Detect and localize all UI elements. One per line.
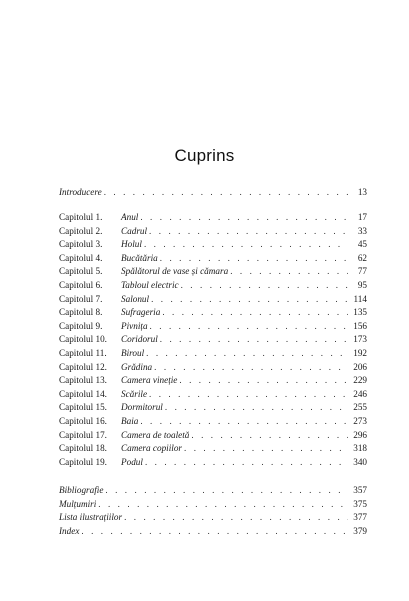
toc-leader-dots: [154, 361, 348, 375]
chapter-number: Capitolul 1.: [59, 212, 103, 222]
chapter-page: 33: [357, 225, 367, 236]
chapter-page: 273: [353, 415, 367, 426]
chapter-title: Scările: [121, 388, 148, 399]
toc-chapter-entry[interactable]: [59, 225, 367, 239]
back-matter-page: 379: [353, 525, 367, 536]
chapter-page: 135: [353, 307, 367, 318]
toc-chapter-entry[interactable]: [59, 265, 367, 279]
toc-leader-dots: [191, 429, 348, 443]
toc-leader-dots: [145, 456, 348, 470]
chapter-title: Sufrageria: [121, 307, 161, 318]
toc-back-matter: [59, 484, 367, 538]
back-matter-label: Bibliografie: [59, 485, 104, 495]
chapter-page: 114: [353, 293, 367, 304]
chapter-page: 296: [353, 429, 367, 440]
chapter-number: Capitolul 14.: [59, 388, 107, 399]
toc-leader-dots: [81, 525, 348, 539]
chapter-title: Holul: [121, 239, 142, 250]
toc-chapters: [59, 211, 367, 469]
toc-leader-dots: [165, 401, 348, 415]
chapter-title: Bucătăria: [121, 252, 158, 263]
toc-leader-dots: [150, 320, 348, 334]
toc-introduction: [59, 186, 367, 200]
toc-entry-label: Introducere: [59, 187, 102, 197]
toc-leader-dots: [105, 484, 348, 498]
chapter-number: Capitolul 5.: [59, 266, 103, 277]
chapter-title: Spălătorul de vase și cămara: [121, 266, 229, 277]
toc-chapter-entry[interactable]: [59, 361, 367, 375]
toc-chapter-entry[interactable]: [59, 347, 367, 361]
toc-leader-dots: [162, 306, 348, 320]
chapter-page: 45: [357, 239, 367, 250]
chapter-page: 192: [353, 347, 367, 358]
chapter-page: 229: [353, 375, 367, 386]
chapter-page: 173: [353, 334, 367, 345]
toc-leader-dots: [184, 442, 348, 456]
chapter-number: Capitolul 4.: [59, 252, 103, 263]
toc-back-matter-entry[interactable]: [59, 484, 367, 498]
chapter-title: Coridorul: [121, 334, 158, 345]
toc-entry-introduction[interactable]: [59, 186, 367, 200]
toc-chapter-entry[interactable]: [59, 252, 367, 266]
chapter-title: Baia: [121, 415, 139, 426]
toc-leader-dots: [160, 252, 348, 266]
toc-chapter-entry[interactable]: [59, 374, 367, 388]
toc-leader-dots: [181, 279, 348, 293]
chapter-title: Camera copiilor: [121, 443, 182, 454]
toc-chapter-entry[interactable]: [59, 456, 367, 470]
toc-chapter-entry[interactable]: [59, 293, 367, 307]
toc-leader-dots: [151, 293, 348, 307]
chapter-title: Pivnița: [121, 320, 148, 331]
chapter-number: Capitolul 7.: [59, 293, 103, 304]
chapter-number: Capitolul 15.: [59, 402, 107, 413]
chapter-number: Capitolul 2.: [59, 225, 103, 236]
chapter-title: Salonul: [121, 293, 150, 304]
toc-chapter-entry[interactable]: [59, 211, 367, 225]
toc-leader-dots: [140, 415, 348, 429]
chapter-title: Tabloul electric: [121, 279, 179, 290]
chapter-page: 340: [353, 456, 367, 467]
back-matter-page: 357: [353, 485, 367, 495]
toc-back-matter-entry[interactable]: [59, 525, 367, 539]
back-matter-label: Index: [59, 525, 80, 536]
toc-chapter-entry[interactable]: [59, 333, 367, 347]
chapter-number: Capitolul 19.: [59, 456, 107, 467]
toc-leader-dots: [104, 186, 348, 200]
chapter-number: Capitolul 6.: [59, 279, 103, 290]
chapter-number: Capitolul 11.: [59, 347, 107, 358]
back-matter-label: Mulțumiri: [59, 498, 97, 509]
toc-leader-dots: [124, 511, 348, 525]
chapter-number: Capitolul 12.: [59, 361, 107, 372]
chapter-title: Camera vineție: [121, 375, 178, 386]
toc-leader-dots: [149, 388, 348, 402]
back-matter-page: 375: [353, 498, 367, 509]
chapter-number: Capitolul 17.: [59, 429, 107, 440]
chapter-title: Dormitorul: [121, 402, 163, 413]
chapter-title: Anul: [121, 212, 139, 222]
chapter-number: Capitolul 13.: [59, 375, 107, 386]
toc-chapter-entry[interactable]: [59, 401, 367, 415]
chapter-number: Capitolul 3.: [59, 239, 103, 250]
back-matter-page: 377: [353, 512, 367, 523]
page-title: Cuprins: [174, 146, 235, 165]
chapter-page: 246: [353, 388, 367, 399]
toc-leader-dots: [144, 238, 348, 252]
toc-leader-dots: [98, 498, 348, 512]
toc-leader-dots: [230, 265, 348, 279]
chapter-title: Grădina: [121, 361, 153, 372]
chapter-number: Capitolul 10.: [59, 334, 107, 345]
chapter-page: 318: [353, 443, 367, 454]
chapter-page: 156: [353, 320, 367, 331]
toc-leader-dots: [160, 333, 348, 347]
toc-leader-dots: [149, 225, 348, 239]
chapter-page: 206: [353, 361, 367, 372]
toc-chapter-entry[interactable]: [59, 442, 367, 456]
chapter-title: Camera de toaletă: [121, 429, 190, 440]
chapter-page: 77: [357, 266, 367, 277]
toc-chapter-entry[interactable]: [59, 415, 367, 429]
chapter-title: Biroul: [121, 347, 145, 358]
toc-chapter-entry[interactable]: [59, 320, 367, 334]
chapter-page: 255: [353, 402, 367, 413]
toc-leader-dots: [179, 374, 348, 388]
toc-chapter-entry[interactable]: [59, 306, 367, 320]
back-matter-label: Lista ilustrațiilor: [59, 512, 123, 523]
chapter-page: 17: [357, 212, 367, 222]
toc-chapter-entry[interactable]: [59, 279, 367, 293]
chapter-title: Cadrul: [121, 225, 148, 236]
toc-leader-dots: [140, 211, 348, 225]
chapter-number: Capitolul 18.: [59, 443, 107, 454]
toc-back-matter-entry[interactable]: [59, 511, 367, 525]
toc-leader-dots: [146, 347, 348, 361]
chapter-title: Podul: [121, 456, 143, 467]
chapter-number: Capitolul 9.: [59, 320, 103, 331]
toc-entry-page: 13: [357, 187, 367, 197]
toc-chapter-entry[interactable]: [59, 388, 367, 402]
toc-back-matter-entry[interactable]: [59, 498, 367, 512]
toc-chapter-entry[interactable]: [59, 429, 367, 443]
chapter-number: Capitolul 8.: [59, 307, 103, 318]
chapter-page: 95: [357, 279, 367, 290]
toc-chapter-entry[interactable]: [59, 238, 367, 252]
chapter-page: 62: [357, 252, 367, 263]
chapter-number: Capitolul 16.: [59, 415, 107, 426]
